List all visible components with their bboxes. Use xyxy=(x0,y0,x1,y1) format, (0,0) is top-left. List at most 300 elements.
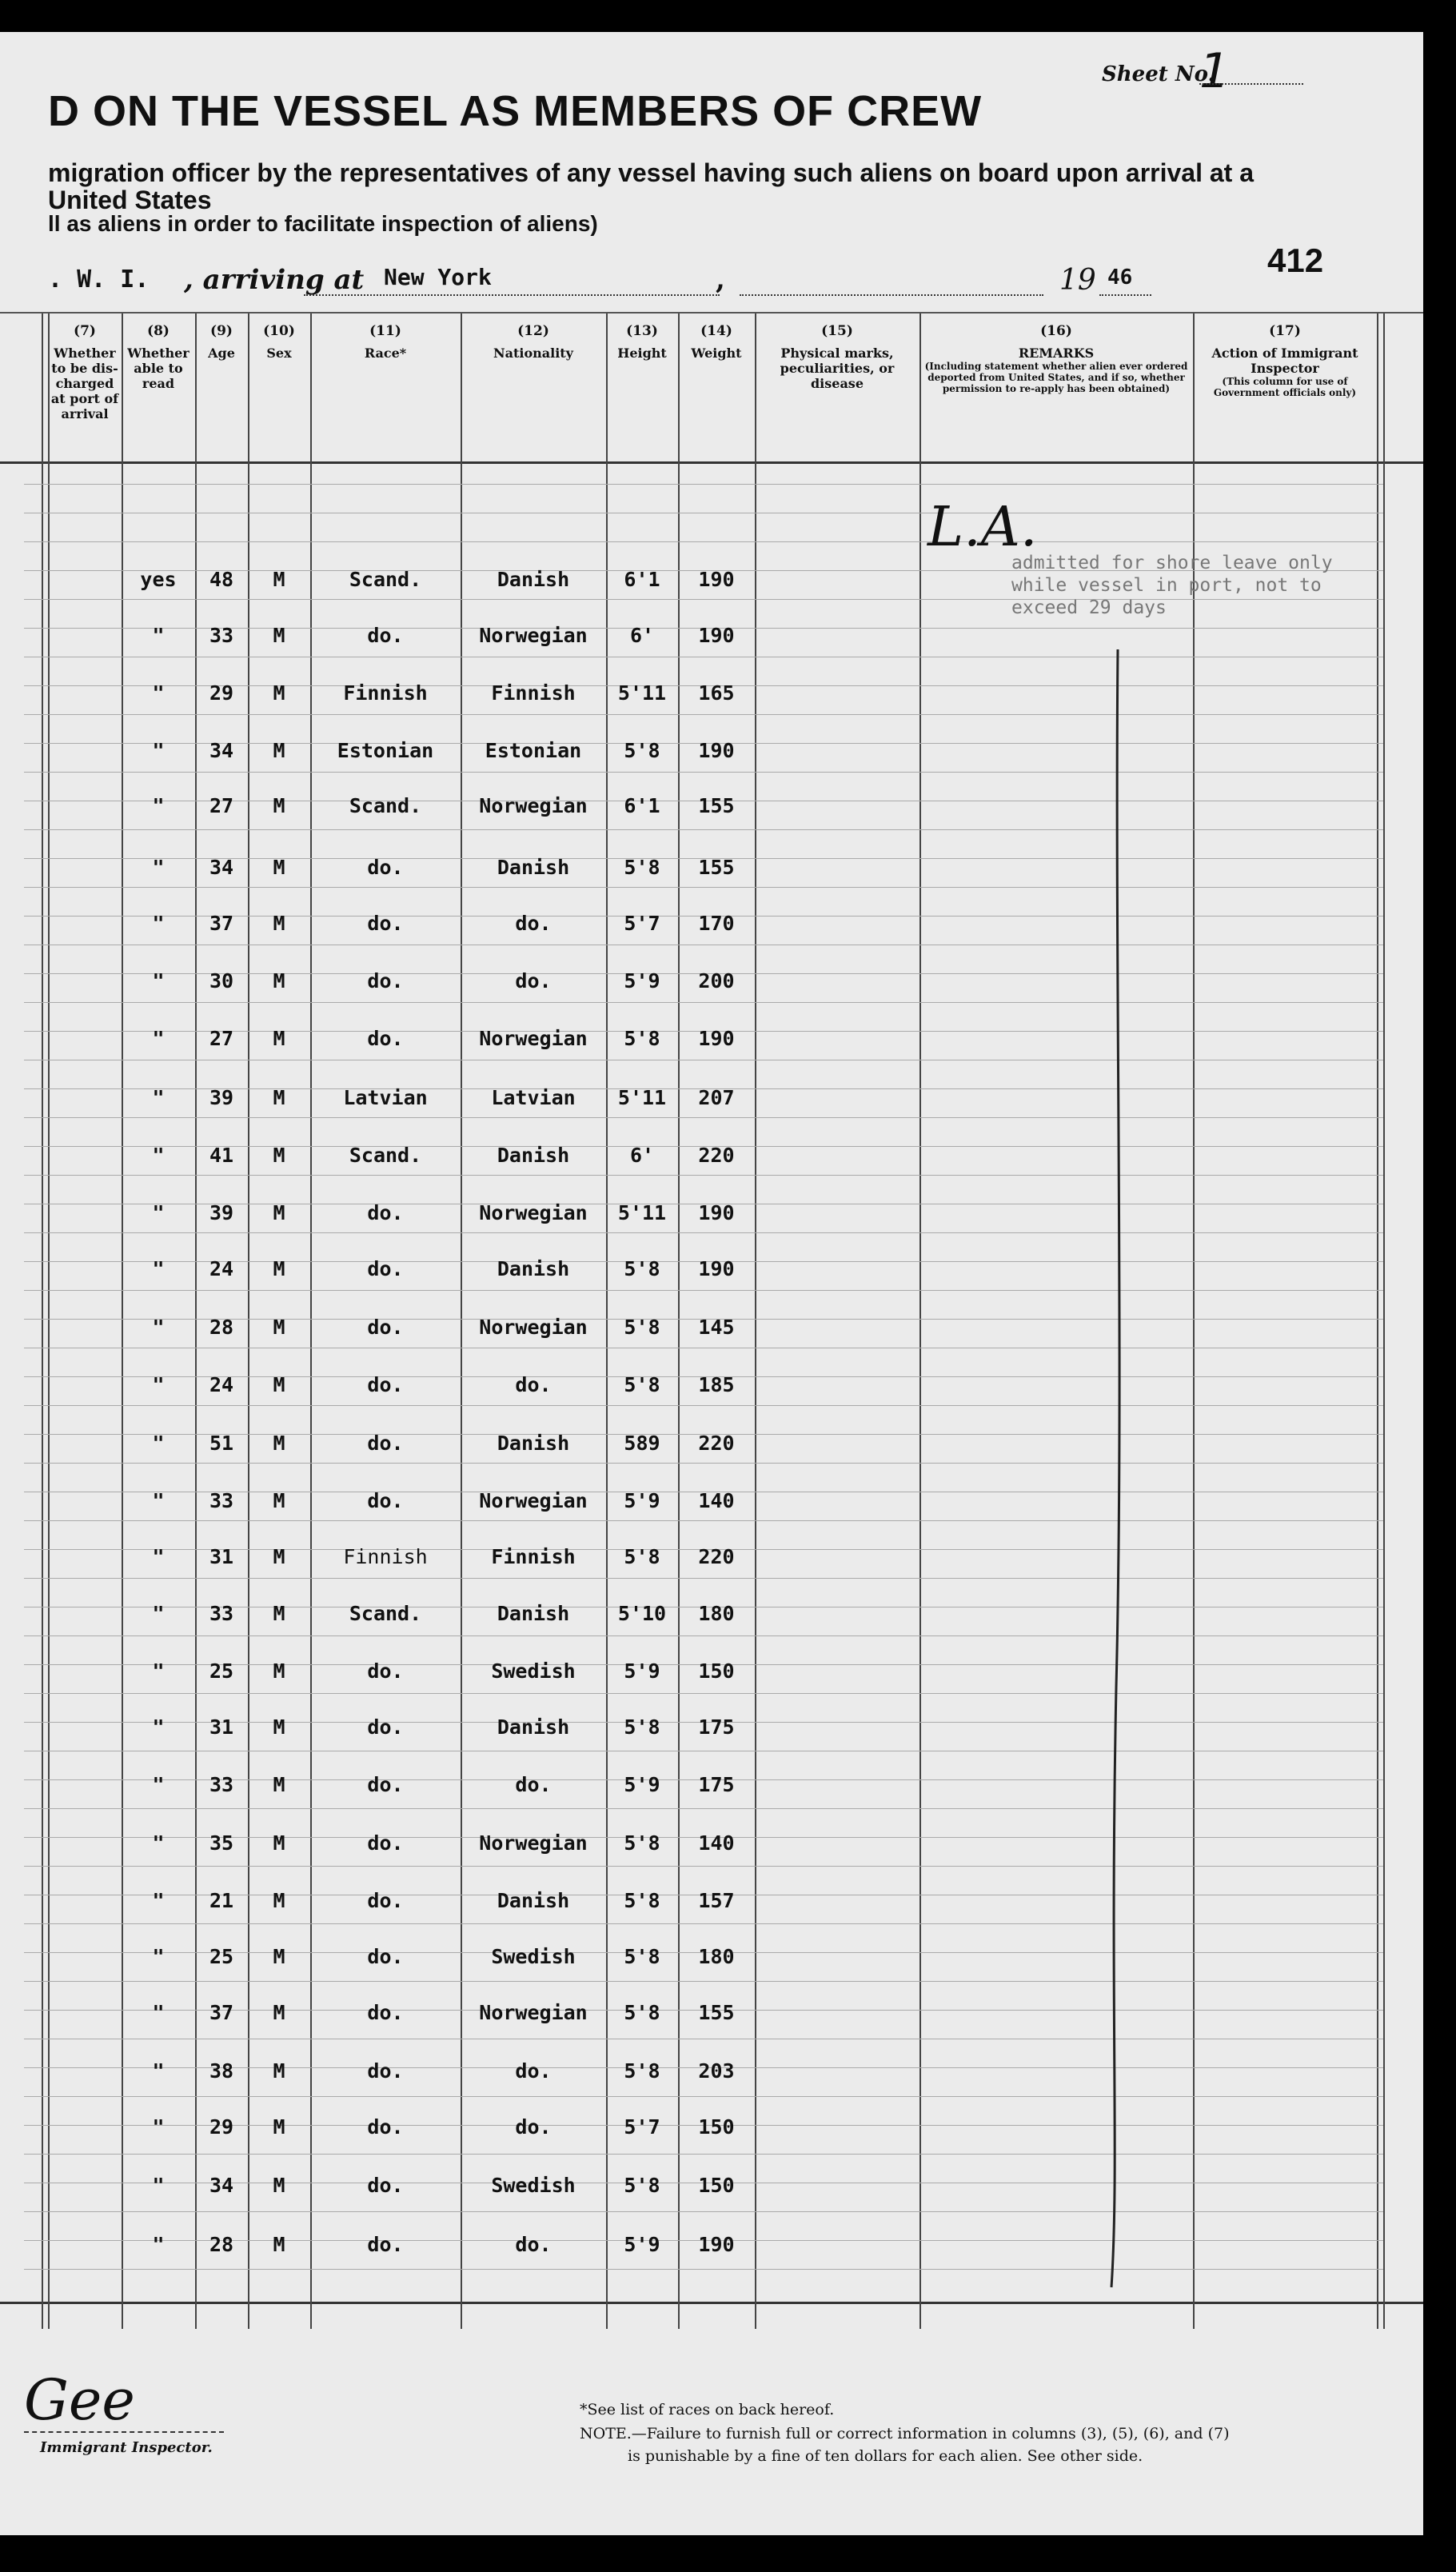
cell-weight: 155 xyxy=(698,2001,735,2024)
cell-height: 5'11 xyxy=(617,1086,667,1109)
cell-age: 33 xyxy=(209,1773,234,1796)
cell-weight: 190 xyxy=(698,568,735,591)
cell-age: 34 xyxy=(209,739,234,762)
cell-sex: M xyxy=(273,1257,285,1280)
cell-nat: Latvian xyxy=(491,1086,576,1109)
cell-age: 28 xyxy=(209,2233,234,2256)
column-number: (9) xyxy=(210,323,233,339)
cell-read: yes xyxy=(140,568,177,591)
cell-race: do. xyxy=(367,856,404,879)
cell-sex: M xyxy=(273,1086,285,1109)
sheet-number-label: Sheet No. xyxy=(1102,62,1215,86)
cell-read: " xyxy=(152,2001,165,2024)
cell-nat: Danish xyxy=(497,568,570,591)
ruled-line xyxy=(24,1866,1383,1867)
cell-nat: Danish xyxy=(497,1144,570,1167)
cell-age: 48 xyxy=(209,568,234,591)
cell-read: " xyxy=(152,1144,165,1167)
ruled-line xyxy=(24,1002,1383,1003)
cell-age: 33 xyxy=(209,1489,234,1512)
cell-age: 29 xyxy=(209,681,234,705)
instruction-line-2: United States xyxy=(48,186,212,214)
cell-age: 41 xyxy=(209,1144,234,1167)
cell-weight: 190 xyxy=(698,624,735,647)
cell-read: " xyxy=(152,1316,165,1339)
cell-height: 5'8 xyxy=(624,2174,660,2197)
vessel-name: . W. I. xyxy=(48,266,150,294)
ruled-line xyxy=(24,1405,1383,1406)
cell-weight: 157 xyxy=(698,1889,735,1912)
cell-height: 5'9 xyxy=(624,1489,660,1512)
cell-weight: 155 xyxy=(698,794,735,817)
cell-age: 33 xyxy=(209,1602,234,1625)
cell-nat: do. xyxy=(515,1773,552,1796)
cell-nat: do. xyxy=(515,2115,552,2139)
cell-weight: 200 xyxy=(698,969,735,992)
date-line xyxy=(740,294,1043,296)
cell-read: " xyxy=(152,969,165,992)
cell-sex: M xyxy=(273,1889,285,1912)
cell-age: 37 xyxy=(209,912,234,935)
sheet-number: 1 xyxy=(1199,43,1231,99)
cell-weight: 150 xyxy=(698,1659,735,1683)
cell-sex: M xyxy=(273,2059,285,2083)
ruled-line xyxy=(24,1175,1383,1176)
cell-race: Finnish xyxy=(343,1545,428,1568)
column-header xyxy=(312,324,459,361)
cell-race: Estonian xyxy=(337,739,434,762)
cell-nat: Estonian xyxy=(485,739,582,762)
penalty-note-1: NOTE.—Failure to furnish full or correct information in columns (3), (5), (6), and (7) xyxy=(580,2425,1230,2442)
cell-age: 24 xyxy=(209,1373,234,1396)
ruled-line xyxy=(24,2211,1383,2212)
cell-sex: M xyxy=(273,912,285,935)
cell-nat: Swedish xyxy=(491,2174,576,2197)
cell-race: do. xyxy=(367,2174,404,2197)
cell-read: " xyxy=(152,1201,165,1224)
cell-sex: M xyxy=(273,2174,285,2197)
cell-height: 5'8 xyxy=(624,1945,660,1968)
cell-weight: 175 xyxy=(698,1715,735,1739)
races-note: *See list of races on back hereof. xyxy=(580,2401,835,2418)
cell-read: " xyxy=(152,1773,165,1796)
cell-height: 5'7 xyxy=(624,912,660,935)
column-header xyxy=(50,324,120,421)
instruction-line-1: migration officer by the representatives of any vessel having such aliens on board upon arrival at a xyxy=(48,158,1254,187)
cell-age: 30 xyxy=(209,969,234,992)
cell-sex: M xyxy=(273,1027,285,1050)
cell-age: 29 xyxy=(209,2115,234,2139)
ruled-line xyxy=(24,1808,1383,1809)
column-label: Nationality xyxy=(493,345,573,361)
column-label: Race* xyxy=(364,345,407,361)
cell-race: do. xyxy=(367,2001,404,2024)
remark-ditto-line xyxy=(1103,648,1135,2295)
cell-sex: M xyxy=(273,794,285,817)
cell-read: " xyxy=(152,1257,165,1280)
cell-weight: 185 xyxy=(698,1373,735,1396)
cell-weight: 207 xyxy=(698,1086,735,1109)
year-prefix: 19 xyxy=(1059,264,1096,297)
cell-weight: 140 xyxy=(698,1489,735,1512)
penalty-note-2: is punishable by a fine of ten dollars for each alien. See other side. xyxy=(628,2447,1143,2465)
cell-race: do. xyxy=(367,2115,404,2139)
cell-age: 51 xyxy=(209,1432,234,1455)
cell-age: 27 xyxy=(209,1027,234,1050)
cell-weight: 145 xyxy=(698,1316,735,1339)
cell-weight: 190 xyxy=(698,1201,735,1224)
sheet-number-line xyxy=(1199,83,1303,85)
cell-sex: M xyxy=(273,739,285,762)
ruled-line xyxy=(24,1117,1383,1118)
ruled-line xyxy=(24,1635,1383,1636)
ruled-line xyxy=(24,1578,1383,1579)
cell-height: 5'9 xyxy=(624,2233,660,2256)
cell-race: do. xyxy=(367,1027,404,1050)
cell-nat: Swedish xyxy=(491,1945,576,1968)
cell-height: 5'8 xyxy=(624,739,660,762)
cell-nat: Danish xyxy=(497,856,570,879)
cell-nat: Norwegian xyxy=(479,1831,588,1855)
column-label: Weight xyxy=(691,345,742,361)
cell-weight: 150 xyxy=(698,2174,735,2197)
cell-read: " xyxy=(152,1545,165,1568)
cell-nat: Norwegian xyxy=(479,624,588,647)
cell-age: 33 xyxy=(209,624,234,647)
cell-weight: 175 xyxy=(698,1773,735,1796)
year-value: 46 xyxy=(1107,266,1133,290)
cell-nat: Danish xyxy=(497,1602,570,1625)
cell-read: " xyxy=(152,856,165,879)
comma-separator: , xyxy=(716,264,725,296)
cell-read: " xyxy=(152,1027,165,1050)
cell-race: do. xyxy=(367,969,404,992)
column-divider xyxy=(48,314,50,2329)
cell-height: 5'8 xyxy=(624,1257,660,1280)
cell-nat: Danish xyxy=(497,1257,570,1280)
cell-nat: Norwegian xyxy=(479,794,588,817)
cell-age: 25 xyxy=(209,1659,234,1683)
column-header xyxy=(249,324,309,361)
cell-sex: M xyxy=(273,1432,285,1455)
ruled-line xyxy=(24,829,1383,830)
ruled-line xyxy=(24,1520,1383,1521)
cell-weight: 220 xyxy=(698,1144,735,1167)
cell-sex: M xyxy=(273,681,285,705)
cell-read: " xyxy=(152,1432,165,1455)
cell-read: " xyxy=(152,1086,165,1109)
cell-weight: 180 xyxy=(698,1602,735,1625)
cell-read: " xyxy=(152,1602,165,1625)
column-header xyxy=(197,324,246,361)
column-number: (7) xyxy=(74,323,96,339)
cell-sex: M xyxy=(273,1773,285,1796)
column-label: Height xyxy=(617,345,667,361)
column-header xyxy=(921,324,1191,394)
cell-weight: 165 xyxy=(698,681,735,705)
cell-read: " xyxy=(152,681,165,705)
cell-age: 21 xyxy=(209,1889,234,1912)
cell-race: do. xyxy=(367,1715,404,1739)
cell-read: " xyxy=(152,1489,165,1512)
cell-height: 5'8 xyxy=(624,1316,660,1339)
cell-sex: M xyxy=(273,1489,285,1512)
cell-sex: M xyxy=(273,1945,285,1968)
cell-height: 5'8 xyxy=(624,1889,660,1912)
cell-race: do. xyxy=(367,2059,404,2083)
cell-read: " xyxy=(152,1659,165,1683)
cell-height: 5'9 xyxy=(624,969,660,992)
column-label: Whether able to read xyxy=(127,345,189,391)
cell-read: " xyxy=(152,1945,165,1968)
column-header xyxy=(1195,324,1375,398)
cell-read: " xyxy=(152,739,165,762)
cell-nat: Norwegian xyxy=(479,1201,588,1224)
cell-sex: M xyxy=(273,856,285,879)
cell-race: do. xyxy=(367,1659,404,1683)
cell-height: 6'1 xyxy=(624,794,660,817)
column-label: Sex xyxy=(266,345,292,361)
column-label: REMARKS xyxy=(1018,345,1095,361)
cell-read: " xyxy=(152,2174,165,2197)
ruled-line xyxy=(24,2154,1383,2155)
header-rule xyxy=(0,312,1423,314)
arriving-label: , arriving at xyxy=(184,264,365,296)
cell-nat: do. xyxy=(515,2233,552,2256)
cell-weight: 220 xyxy=(698,1545,735,1568)
cell-race: Latvian xyxy=(343,1086,428,1109)
table-bottom-rule xyxy=(0,2302,1423,2304)
cell-height: 5'9 xyxy=(624,1773,660,1796)
cell-weight: 190 xyxy=(698,2233,735,2256)
ruled-line xyxy=(24,1693,1383,1694)
column-number: (15) xyxy=(821,323,853,339)
cell-read: " xyxy=(152,1715,165,1739)
cell-age: 27 xyxy=(209,794,234,817)
cell-sex: M xyxy=(273,969,285,992)
column-number: (12) xyxy=(517,323,549,339)
cell-race: Scand. xyxy=(349,794,422,817)
ruled-line xyxy=(24,541,1383,542)
cell-sex: M xyxy=(273,2001,285,2024)
cell-sex: M xyxy=(273,1602,285,1625)
column-number: (13) xyxy=(626,323,658,339)
column-header xyxy=(123,324,193,391)
cell-sex: M xyxy=(273,1201,285,1224)
column-number: (10) xyxy=(263,323,295,339)
cell-race: do. xyxy=(367,2233,404,2256)
cell-nat: Norwegian xyxy=(479,2001,588,2024)
cell-age: 25 xyxy=(209,1945,234,1968)
cell-weight: 180 xyxy=(698,1945,735,1968)
cell-nat: Danish xyxy=(497,1432,570,1455)
column-header-rule xyxy=(0,461,1423,464)
cell-read: " xyxy=(152,1889,165,1912)
cell-race: Scand. xyxy=(349,1602,422,1625)
column-label: Whether to be dis-charged at port of arrival xyxy=(50,345,119,421)
column-label: Action of Immigrant Inspector xyxy=(1211,345,1358,376)
column-divider xyxy=(755,314,756,2329)
ruled-line xyxy=(24,484,1383,485)
cell-age: 34 xyxy=(209,2174,234,2197)
cell-race: do. xyxy=(367,1489,404,1512)
cell-height: 5'11 xyxy=(617,681,667,705)
list-number: 412 xyxy=(1267,242,1324,279)
cell-nat: Danish xyxy=(497,1715,570,1739)
cell-age: 38 xyxy=(209,2059,234,2083)
cell-read: " xyxy=(152,1831,165,1855)
cell-sex: M xyxy=(273,2233,285,2256)
ruled-line xyxy=(24,2269,1383,2270)
column-note: (This column for use of Government officials only) xyxy=(1213,376,1357,398)
port-line xyxy=(304,294,720,296)
manifest-title: D ON THE VESSEL AS MEMBERS OF CREW xyxy=(48,87,983,135)
column-divider xyxy=(919,314,921,2329)
cell-race: do. xyxy=(367,1773,404,1796)
column-header xyxy=(756,324,918,391)
cell-weight: 203 xyxy=(698,2059,735,2083)
cell-sex: M xyxy=(273,1715,285,1739)
cell-age: 31 xyxy=(209,1545,234,1568)
ruled-line xyxy=(24,772,1383,773)
cell-weight: 190 xyxy=(698,739,735,762)
cell-nat: do. xyxy=(515,912,552,935)
cell-nat: Finnish xyxy=(491,681,576,705)
cell-race: do. xyxy=(367,1373,404,1396)
cell-weight: 155 xyxy=(698,856,735,879)
column-label: Physical marks, peculiarities, or disease xyxy=(780,345,895,391)
cell-age: 39 xyxy=(209,1201,234,1224)
cell-sex: M xyxy=(273,2115,285,2139)
cell-read: " xyxy=(152,2059,165,2083)
ruled-line xyxy=(24,1463,1383,1464)
cell-sex: M xyxy=(273,1316,285,1339)
cell-weight: 150 xyxy=(698,2115,735,2139)
cell-race: do. xyxy=(367,1257,404,1280)
ruled-line xyxy=(24,1981,1383,1982)
remark-typed: admitted for shore leave only while vessel in port, not to exceed 29 days xyxy=(1011,553,1333,618)
cell-sex: M xyxy=(273,1144,285,1167)
cell-height: 5'8 xyxy=(624,1027,660,1050)
column-header xyxy=(680,324,753,361)
cell-race: Scand. xyxy=(349,1144,422,1167)
cell-nat: Finnish xyxy=(491,1545,576,1568)
cell-weight: 190 xyxy=(698,1027,735,1050)
cell-age: 31 xyxy=(209,1715,234,1739)
cell-height: 5'11 xyxy=(617,1201,667,1224)
column-header xyxy=(462,324,604,361)
cell-height: 6' xyxy=(629,1144,655,1167)
cell-nat: Danish xyxy=(497,1889,570,1912)
cell-race: do. xyxy=(367,1831,404,1855)
cell-age: 35 xyxy=(209,1831,234,1855)
cell-weight: 170 xyxy=(698,912,735,935)
cell-height: 5'7 xyxy=(624,2115,660,2139)
cell-race: do. xyxy=(367,912,404,935)
cell-age: 39 xyxy=(209,1086,234,1109)
cell-height: 5'8 xyxy=(624,1831,660,1855)
cell-height: 5'8 xyxy=(624,856,660,879)
cell-nat: do. xyxy=(515,1373,552,1396)
column-header xyxy=(608,324,676,361)
cell-height: 5'8 xyxy=(624,1373,660,1396)
column-number: (8) xyxy=(147,323,170,339)
cell-nat: Norwegian xyxy=(479,1027,588,1050)
column-number: (14) xyxy=(700,323,732,339)
cell-nat: Swedish xyxy=(491,1659,576,1683)
signature-label: Immigrant Inspector. xyxy=(40,2439,213,2456)
cell-height: 5'8 xyxy=(624,2059,660,2083)
cell-weight: 190 xyxy=(698,1257,735,1280)
cell-read: " xyxy=(152,794,165,817)
cell-race: do. xyxy=(367,1201,404,1224)
column-number: (16) xyxy=(1040,323,1072,339)
cell-sex: M xyxy=(273,1373,285,1396)
remark-handwritten: L.A. xyxy=(927,496,1038,559)
cell-height: 6' xyxy=(629,624,655,647)
ruled-line xyxy=(24,1923,1383,1924)
column-note: (Including statement whether alien ever ordered deported from United States, and if so, whether permission to re-apply has been obtained) xyxy=(924,361,1188,394)
cell-sex: M xyxy=(273,568,285,591)
cell-height: 5'8 xyxy=(624,2001,660,2024)
cell-nat: do. xyxy=(515,2059,552,2083)
year-line xyxy=(1099,294,1151,296)
cell-sex: M xyxy=(273,1659,285,1683)
cell-age: 24 xyxy=(209,1257,234,1280)
ruled-line xyxy=(24,1290,1383,1291)
inspector-signature: Gee xyxy=(24,2367,135,2433)
cell-read: " xyxy=(152,1373,165,1396)
cell-read: " xyxy=(152,2115,165,2139)
cell-nat: do. xyxy=(515,969,552,992)
cell-height: 5'8 xyxy=(624,1545,660,1568)
cell-race: Scand. xyxy=(349,568,422,591)
cell-race: do. xyxy=(367,624,404,647)
ruled-line xyxy=(24,1232,1383,1233)
cell-race: Finnish xyxy=(343,681,428,705)
ruled-line xyxy=(24,887,1383,888)
cell-race: do. xyxy=(367,1432,404,1455)
cell-race: do. xyxy=(367,1945,404,1968)
signature-line xyxy=(24,2431,224,2433)
cell-read: " xyxy=(152,624,165,647)
cell-weight: 140 xyxy=(698,1831,735,1855)
cell-age: 34 xyxy=(209,856,234,879)
cell-height: 589 xyxy=(624,1432,660,1455)
cell-sex: M xyxy=(273,624,285,647)
arrival-port: New York xyxy=(384,264,492,290)
cell-sex: M xyxy=(273,1831,285,1855)
column-number: (17) xyxy=(1269,323,1301,339)
manifest-sheet xyxy=(0,32,1423,2535)
cell-race: do. xyxy=(367,1889,404,1912)
cell-weight: 220 xyxy=(698,1432,735,1455)
cell-height: 5'8 xyxy=(624,1715,660,1739)
cell-nat: Norwegian xyxy=(479,1489,588,1512)
column-label: Age xyxy=(208,345,235,361)
cell-nat: Norwegian xyxy=(479,1316,588,1339)
ruled-line xyxy=(24,714,1383,715)
cell-sex: M xyxy=(273,1545,285,1568)
cell-race: do. xyxy=(367,1316,404,1339)
column-number: (11) xyxy=(369,323,401,339)
cell-height: 5'9 xyxy=(624,1659,660,1683)
cell-height: 5'10 xyxy=(617,1602,667,1625)
cell-height: 6'1 xyxy=(624,568,660,591)
column-divider xyxy=(42,314,43,2329)
cell-read: " xyxy=(152,912,165,935)
ruled-line xyxy=(24,2096,1383,2097)
